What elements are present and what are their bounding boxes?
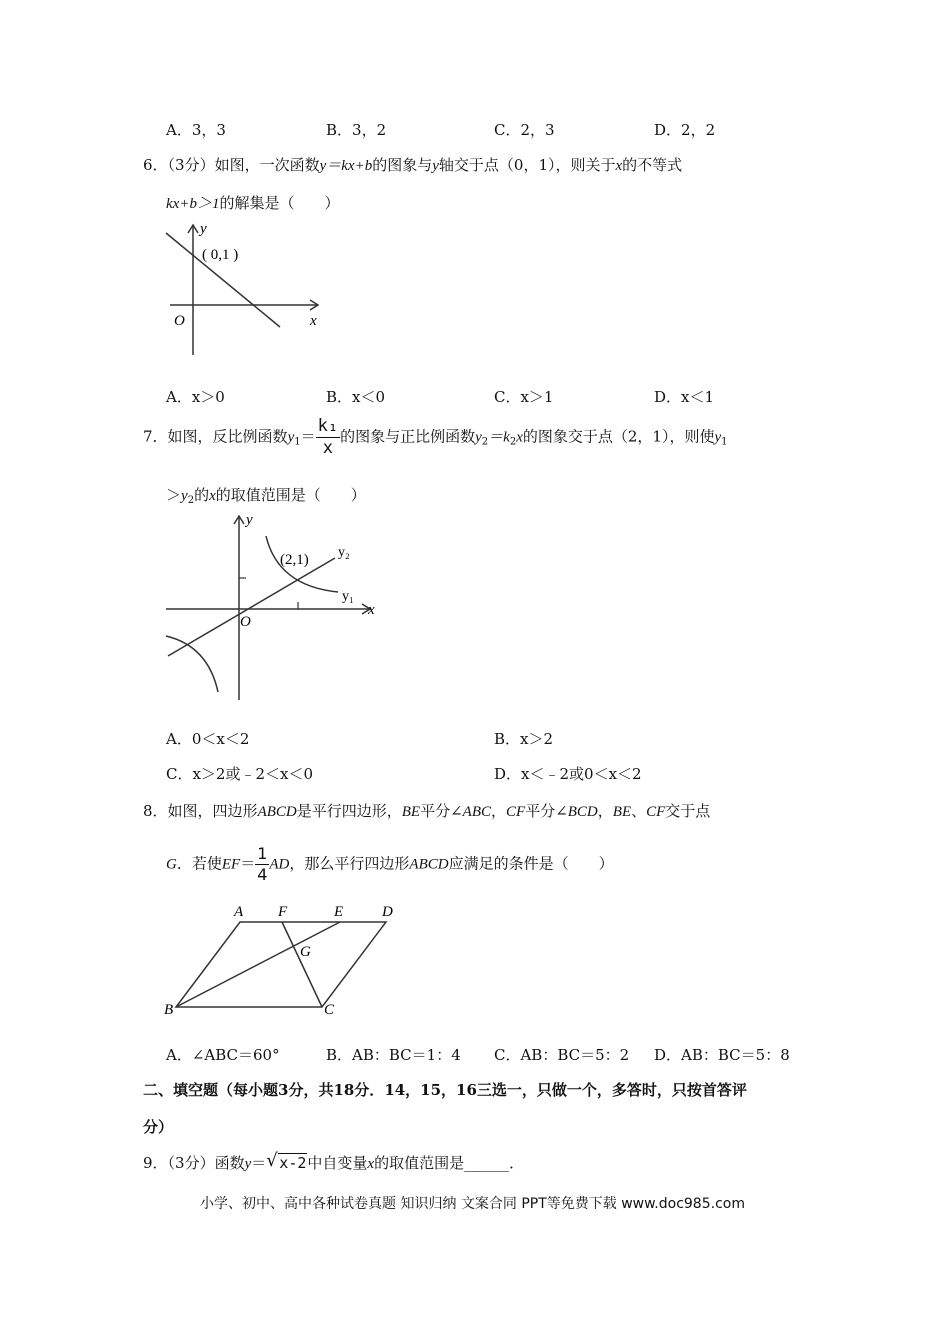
q8-abcd: ABCD <box>257 804 297 820</box>
q7-option-b: B．x＞2 <box>494 730 554 748</box>
q5-option-b: B．3，2 <box>326 121 387 139</box>
q7-figure <box>160 508 390 708</box>
q9-sqrt <box>266 1150 307 1172</box>
q6-text: 的图象与 <box>372 156 433 174</box>
q7-fraction <box>316 418 340 457</box>
q9-eq: ＝ <box>251 1154 267 1172</box>
q7-var-xb: x <box>209 488 216 504</box>
q8-stem-line2 <box>166 846 614 883</box>
q7-number: 7． <box>143 427 168 446</box>
q7-option-c: C．x＞2或﹣2＜x＜0 <box>166 765 314 783</box>
q9-text: 中自变量 <box>307 1154 368 1172</box>
sqrt-symbol-icon: √ <box>266 1150 278 1171</box>
q8-label-g: G <box>300 944 311 960</box>
q8-option-d: D．AB：BC＝5：8 <box>654 1046 790 1064</box>
q8-cf: CF <box>506 804 526 820</box>
q6-figure <box>160 215 335 365</box>
q7-var-y1b: y <box>714 429 722 446</box>
q6-number: 6． <box>143 156 168 174</box>
q6-text: 轴交于点（0，1），则关于 <box>438 156 616 174</box>
q8-stem-line1 <box>143 800 710 821</box>
section2-heading-line2: 分） <box>143 1118 174 1136</box>
q7-y-label: y <box>246 512 253 528</box>
q8-figure <box>160 900 400 1020</box>
q7-text: ＞ <box>166 486 182 504</box>
q7-line-y2 <box>168 558 335 656</box>
q8-be2: BE <box>612 804 632 820</box>
q7-option-a: A．0＜x＜2 <box>166 730 250 748</box>
q8-text: 是平行四边形， <box>296 802 402 820</box>
q8-g: G <box>166 856 177 873</box>
q7-stem-line1 <box>143 418 728 457</box>
q5-option-a: A．3，3 <box>166 121 226 139</box>
q8-option-b: B．AB：BC＝1：4 <box>326 1046 461 1064</box>
q8-text: ， <box>597 802 613 820</box>
q6-var-y: y <box>432 158 439 174</box>
q8-text: 平分∠ <box>525 802 568 820</box>
q8-eq: ＝ <box>240 854 256 873</box>
q7-var-x: x <box>516 429 523 446</box>
section2-heading-line1: 二、填空题（每小题3分，共18分．14，15，16三选一，只做一个，多答时，只按首答评 <box>143 1081 747 1099</box>
q6-point-label: ( 0,1 ) <box>202 247 239 263</box>
q6-var-x: x <box>615 158 623 174</box>
q9-var-x: x <box>367 1156 375 1172</box>
q8-label-c: C <box>324 1002 335 1018</box>
q7-sub2b: 2 <box>187 495 195 506</box>
q8-ad: AD <box>269 856 290 873</box>
q8-be: BE <box>401 804 421 820</box>
q7-text: 的取值范围是（ ） <box>215 486 366 504</box>
q7-frac-num: k₁ <box>317 416 339 436</box>
q8-text: ．若使 <box>176 854 222 873</box>
q7-text: 的图象交于点（2，1），则使 <box>522 427 715 446</box>
q7-sub-k2: 2 <box>509 436 517 448</box>
q6-text: 的解集是（ ） <box>219 194 340 212</box>
q8-number: 8． <box>143 802 168 820</box>
q7-frac-den: x <box>322 438 333 458</box>
q8-abc: ABC <box>462 804 491 820</box>
q8-frac-num: 1 <box>257 844 268 863</box>
q8-text: 、 <box>631 802 647 820</box>
q7-curve1-label: y₁ <box>342 589 354 604</box>
q8-frac-den: 4 <box>257 865 268 884</box>
q8-text: 交于点 <box>665 802 711 820</box>
q7-sub1b: 1 <box>721 436 728 448</box>
q8-text: ，那么平行四边形 <box>289 854 410 873</box>
q8-option-c: C．AB：BC＝5：2 <box>494 1046 630 1064</box>
q7-var-y2: y <box>475 429 482 446</box>
q8-fraction <box>255 846 269 883</box>
q7-curve2-label: y₂ <box>338 545 350 560</box>
q8-text: ， <box>491 802 507 820</box>
q8-label-f: F <box>278 904 288 920</box>
q8-bcd: BCD <box>567 804 598 820</box>
q8-parallelogram <box>176 922 386 1007</box>
q7-var-y1: y <box>287 429 295 446</box>
q6-option-d: D．x＜1 <box>654 388 715 406</box>
q9-radicand: x-2 <box>279 1154 307 1172</box>
q7-sub1: 1 <box>294 436 301 448</box>
q9-text: 函数 <box>214 1154 245 1172</box>
q8-label-d: D <box>382 904 393 920</box>
q7-text: 如图，反比例函数 <box>167 427 288 446</box>
q7-stem-line2 <box>166 484 366 506</box>
q9-score: （3分） <box>167 1154 215 1172</box>
q7-text: 的 <box>194 486 210 504</box>
q8-ef: EF <box>221 856 241 873</box>
q5-option-d: D．2，2 <box>654 121 716 139</box>
q6-text: 如图，一次函数 <box>214 156 320 174</box>
page-footer: 小学、初中、高中各种试卷真题 知识归纳 文案合同 PPT等免费下载 www.doc985.com <box>200 1196 745 1212</box>
q6-x-label: x <box>310 313 317 329</box>
q6-score: （3分） <box>167 156 215 174</box>
q8-text: 平分∠ <box>420 802 463 820</box>
q8-label-e: E <box>334 904 344 920</box>
q6-origin-label: O <box>174 313 185 329</box>
q7-text: 的图象与正比例函数 <box>340 427 476 446</box>
q6-inequality: kx+b＞1 <box>166 196 220 212</box>
q8-text: 应满足的条件是（ ） <box>448 854 614 873</box>
q7-origin-label: O <box>240 614 251 630</box>
q6-option-a: A．x＞0 <box>166 388 225 406</box>
q6-y-label: y <box>200 221 207 237</box>
q8-label-b: B <box>164 1002 174 1018</box>
q7-expr: ＝k <box>488 429 510 446</box>
q7-eq: ＝ <box>300 427 316 446</box>
q7-option-d: D．x＜﹣2或0＜x＜2 <box>494 765 642 783</box>
q6-equation: y＝kx+b <box>319 158 373 174</box>
q6-option-b: B．x＜0 <box>326 388 386 406</box>
q9-stem <box>143 1152 524 1173</box>
q8-option-a: A．∠ABC＝60° <box>166 1046 280 1064</box>
q7-sub2: 2 <box>481 436 489 448</box>
q8-abcd2: ABCD <box>409 856 449 873</box>
q7-point-label: (2,1) <box>280 552 309 568</box>
q6-option-c: C．x＞1 <box>494 388 554 406</box>
q7-var-y2b: y <box>181 488 188 504</box>
q6-stem-line2 <box>166 192 339 213</box>
q9-text: ． <box>509 1154 525 1172</box>
q7-x-label: x <box>368 602 375 618</box>
q9-text: 的取值范围是 <box>374 1154 465 1172</box>
q9-number: 9． <box>143 1154 168 1172</box>
q6-stem-line1 <box>143 154 682 175</box>
q7-hyperbola-q3 <box>166 636 218 692</box>
q8-text: 如图，四边形 <box>167 802 258 820</box>
q8-label-a: A <box>234 904 244 920</box>
q5-option-c: C．2，3 <box>494 121 555 139</box>
q6-text: 的不等式 <box>622 156 683 174</box>
q9-var-y: y <box>244 1156 252 1172</box>
q9-answer-blank: ______ <box>464 1154 510 1172</box>
q8-cf2: CF <box>646 804 666 820</box>
